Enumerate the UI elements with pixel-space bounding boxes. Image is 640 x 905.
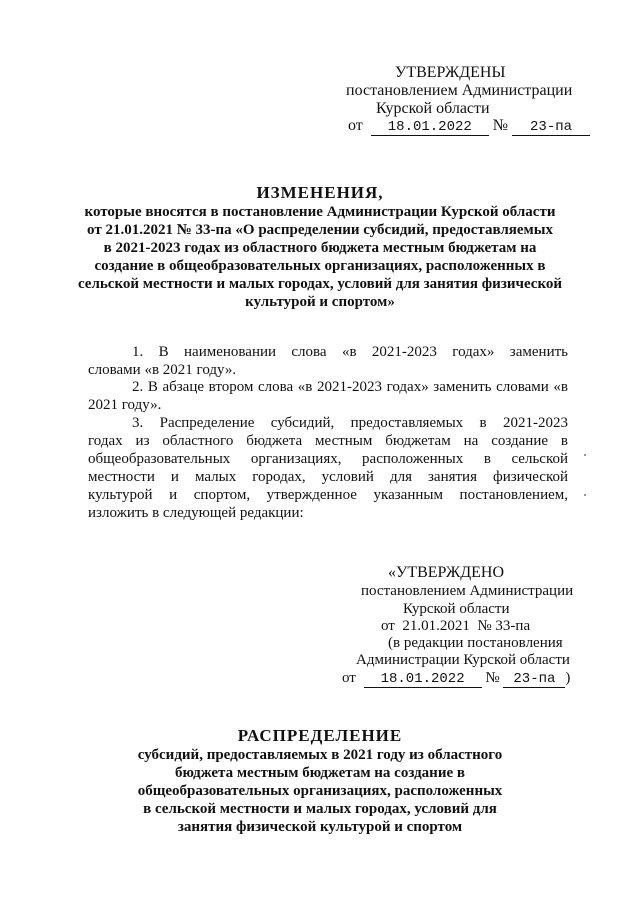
approval2-date: 18.01.2022 [364, 672, 482, 688]
paragraph-1-line-1: 1. В наименовании слова «в 2021-2023 годах» заменить [132, 344, 568, 360]
approval-line-2: Курской области [376, 100, 490, 117]
paragraph-3-line-4: местности и малых городах, условий для занятия физической [88, 469, 568, 485]
approval2-date-line [342, 669, 570, 688]
from-label: от [348, 117, 363, 134]
approval2-line-3: от 21.01.2021 № 33-па [381, 618, 531, 634]
heading-line: которые вносятся в постановление Администрации Курской области [84, 204, 556, 220]
paragraph-3-line-5: культурой и спортом, утвержденное указанным постановлением, [88, 487, 568, 503]
scan-artifact [584, 454, 586, 456]
approval2-line-1: постановлением Администрации [361, 583, 574, 599]
paragraph-3-line-3: общеобразовательных организациях, расположенных в сельской [88, 451, 568, 467]
heading-line: в 2021-2023 годах из областного бюджета местным бюджетам на [103, 240, 537, 256]
number-label: № [492, 117, 509, 134]
distribution-line: занятия физической культурой и спортом [177, 819, 463, 835]
closing-paren: ) [565, 670, 571, 686]
approval-date: 18.01.2022 [371, 120, 489, 136]
distribution-line: в сельской местности и малых городах, условий для [143, 801, 497, 817]
scan-artifact [584, 494, 586, 496]
changes-title: ИЗМЕНЕНИЯ, [256, 183, 384, 202]
heading-line: культурой и спортом» [245, 294, 395, 310]
approval2-line-5: Администрации Курской области [356, 652, 570, 668]
paragraph-3-line-2: годах из областного бюджета местным бюджетам на создание в [88, 433, 568, 449]
paragraph-2-line-2: 2021 году». [88, 397, 162, 413]
paragraph-1-line-2: словами «в 2021 году». [88, 362, 237, 378]
approval-number: 23-па [512, 120, 590, 136]
distribution-title: РАСПРЕДЕЛЕНИЕ [237, 726, 403, 745]
approval-date-line [348, 117, 590, 136]
paragraph-2-line-1: 2. В абзаце втором слова «в 2021-2023 годах» заменить словами «в [132, 379, 568, 395]
approval-title: УТВЕРЖДЕНЫ [395, 64, 506, 81]
heading-line: от 21.01.2021 № 33-па «О распределении субсидий, предоставляемых [87, 222, 553, 238]
distribution-line: общеобразовательных организациях, расположенных [137, 783, 503, 799]
heading-line: сельской местности и малых городах, условий для занятия физической [77, 276, 563, 292]
approval2-number: 23-па [503, 672, 565, 688]
approval2-title: «УТВЕРЖДЕНО [388, 564, 505, 581]
distribution-line: субсидий, предоставляемых в 2021 году из областного [137, 747, 503, 763]
from-label: от [342, 670, 356, 686]
paragraph-3-line-6: изложить в следующей редакции: [88, 505, 304, 521]
heading-line: создание в общеобразовательных организациях, расположенных в [94, 258, 546, 274]
approval2-line-2: Курской области [403, 601, 510, 617]
approval-line-1: постановлением Администрации [346, 82, 573, 99]
number-label: № [485, 670, 500, 686]
distribution-line: бюджета местным бюджетам на создание в [175, 765, 465, 781]
paragraph-3-line-1: 3. Распределение субсидий, предоставляемых в 2021-2023 [132, 415, 568, 431]
approval2-line-4: (в редакции постановления [388, 635, 563, 651]
